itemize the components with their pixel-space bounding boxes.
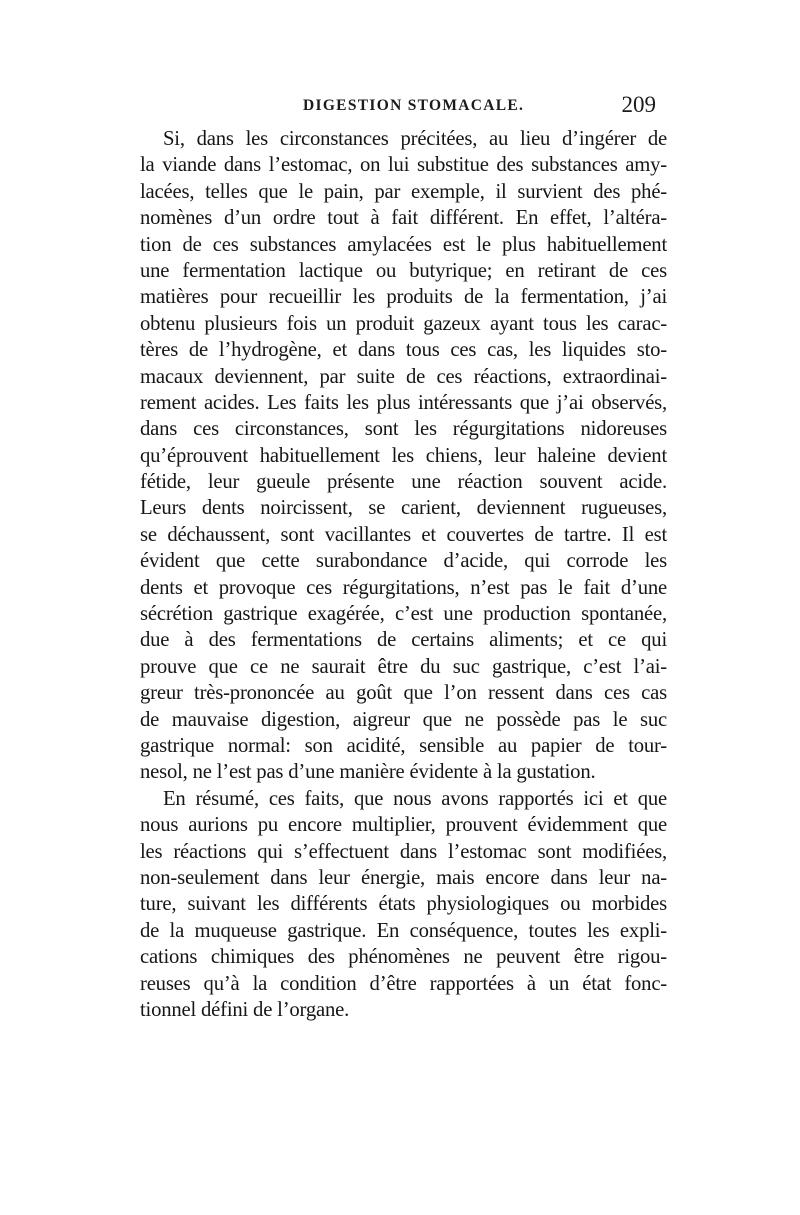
- page-number: 209: [621, 92, 656, 117]
- text-line: évident que cette surabondance d’acide, qui corrode les: [140, 550, 667, 573]
- text-line: prouve que ce ne saurait être du suc gastrique, c’est l’ai-: [140, 655, 667, 678]
- text-line: Leurs dents noircissent, se carient, deviennent rugueuses,: [140, 497, 667, 520]
- text-line: dents et provoque ces régurgitations, n’est pas le fait d’une: [140, 576, 667, 599]
- text-line: ture, suivant les différents états physiologiques ou morbides: [140, 893, 667, 916]
- text-line: lacées, telles que le pain, par exemple, il survient des phé-: [140, 180, 667, 203]
- paragraph: [140, 786, 667, 1024]
- text-line: les réactions qui s’effectuent dans l’estomac sont modifiées,: [140, 840, 667, 863]
- text-line: greur très-prononcée au goût que l’on ressent dans ces cas: [140, 682, 667, 705]
- text-line: Si, dans les circonstances précitées, au lieu d’ingérer de: [163, 128, 667, 150]
- text-line: se déchaussent, sont vacillantes et couvertes de tartre. Il est: [140, 523, 667, 546]
- text-line: sécrétion gastrique exagérée, c’est une production spontanée,: [140, 603, 667, 626]
- body-text: [140, 126, 667, 1023]
- text-line: macaux deviennent, par suite de ces réactions, extraordinai-: [140, 365, 667, 388]
- text-line: due à des fermentations de certains aliments; et ce qui: [140, 629, 667, 652]
- text-line: gastrique normal: son acidité, sensible au papier de tour-: [140, 734, 667, 757]
- running-head: [140, 93, 660, 119]
- text-line: dans ces circonstances, sont les régurgitations nidoreuses: [140, 418, 667, 441]
- text-line: fétide, leur gueule présente une réaction souvent acide.: [140, 471, 667, 494]
- text-line: tion de ces substances amylacées est le plus habituellement: [140, 233, 667, 256]
- text-line: tères de l’hydrogène, et dans tous ces cas, les liquides sto-: [140, 339, 667, 362]
- text-line: cations chimiques des phénomènes ne peuvent être rigou-: [140, 946, 667, 969]
- text-line: En résumé, ces faits, que nous avons rapportés ici et que: [163, 787, 667, 810]
- paragraph: [140, 126, 667, 786]
- text-line: obtenu plusieurs fois un produit gazeux ayant tous les carac-: [140, 312, 667, 335]
- text-line: non-seulement dans leur énergie, mais encore dans leur na-: [140, 866, 667, 889]
- text-line: tionnel défini de l’organe.: [140, 998, 350, 1021]
- text-line: nous aurions pu encore multiplier, prouvent évidemment que: [140, 814, 667, 837]
- text-line: qu’éprouvent habituellement les chiens, leur haleine devient: [140, 444, 667, 467]
- text-line: nesol, ne l’est pas d’une manière évidente à la gustation.: [140, 761, 596, 784]
- text-line: matières pour recueillir les produits de la fermentation, j’ai: [140, 286, 667, 309]
- text-line: la viande dans l’estomac, on lui substitue des substances amy-: [140, 154, 667, 177]
- text-line: reuses qu’à la condition d’être rapportées à un état fonc-: [140, 972, 667, 995]
- text-line: rement acides. Les faits les plus intéressants que j’ai observés,: [140, 391, 667, 414]
- text-line: une fermentation lactique ou butyrique; en retirant de ces: [140, 259, 667, 282]
- text-line: de mauvaise digestion, aigreur que ne possède pas le suc: [140, 708, 667, 731]
- text-line: de la muqueuse gastrique. En conséquence, toutes les expli-: [140, 919, 667, 942]
- text-line: nomènes d’un ordre tout à fait différent. En effet, l’altéra-: [140, 207, 667, 230]
- running-title: DIGESTION STOMACALE.: [303, 97, 525, 114]
